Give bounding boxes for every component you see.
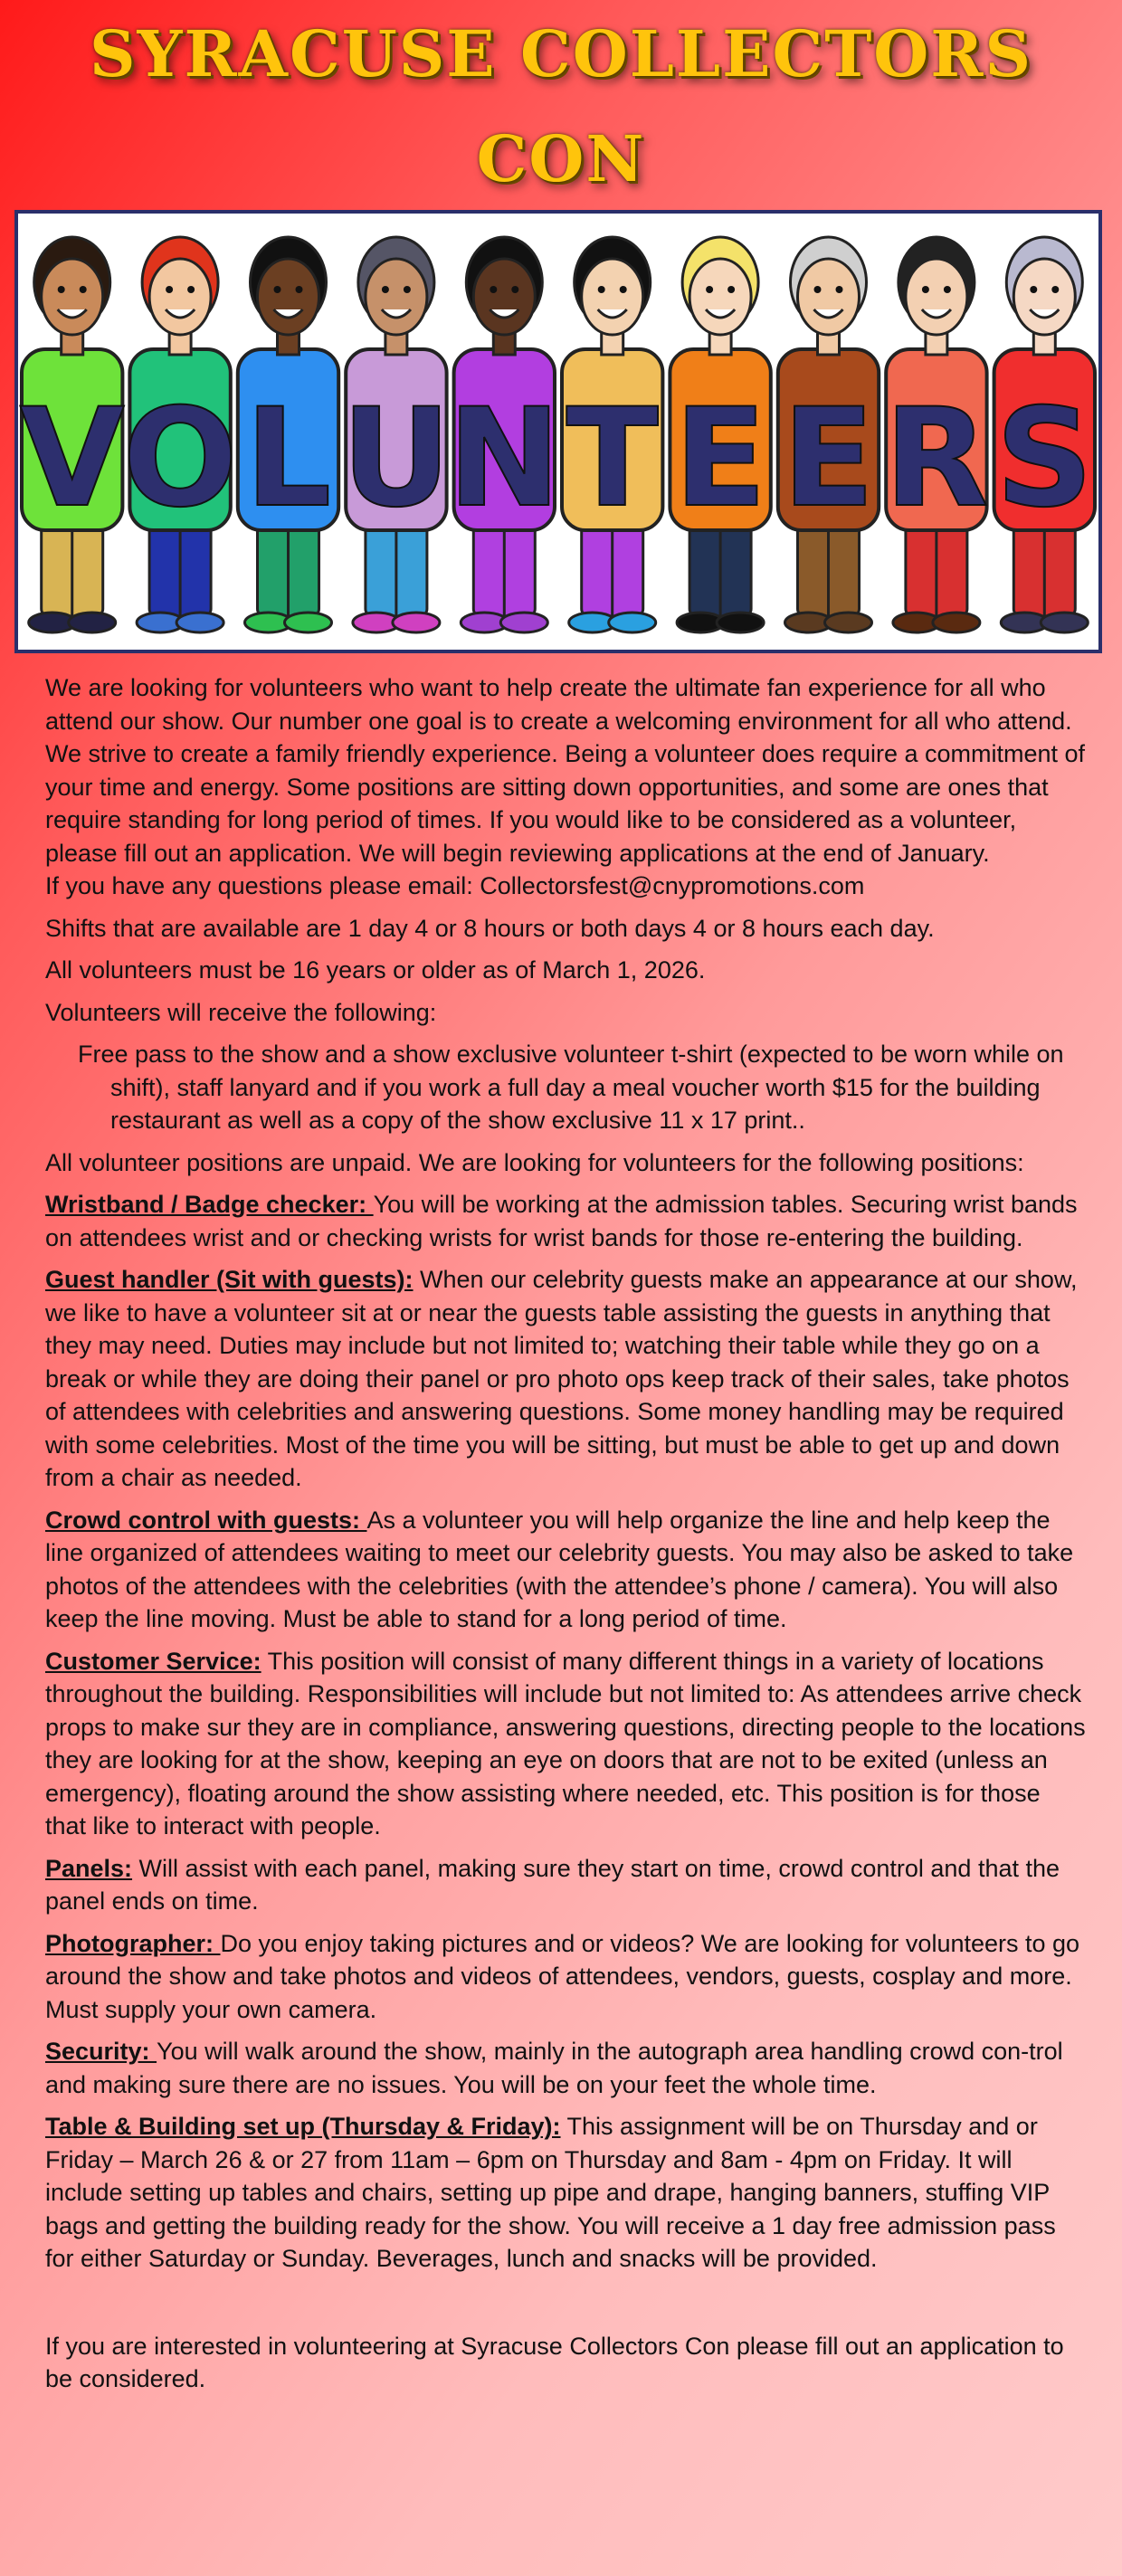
volunteer-head [366,259,427,335]
position-description: This position will consist of many different things in a variety of locations throughout the building. Responsibilities will include but not limited to: As attendees arrive check props to make sur they are in compliance, answering questions, directing people to the locations they are looking for at the show, keeping an eye on doors that are not to be exited (unless an emergency), floating around the show assisting where needed, etc. This position is for those that like to interact with people. [45,1647,1086,1839]
volunteer-eye [80,286,87,293]
position-photographer [45,1927,1086,2027]
volunteer-head [149,259,211,335]
volunteer-head [42,259,103,335]
position-description: You will walk around the show, mainly in the autograph area handling crowd con-trol and making sure there are no issues. You will be on your feet the whole time. [45,2038,1063,2098]
questions-line: If you have any questions please email: Collectorsfest@cnypromotions.com [45,872,865,899]
receive-benefits: Free pass to the show and a show exclusive volunteer t-shirt (expected to be worn while on shift), staff lanyard and if you work a full day a meal voucher worth $15 for the building restaurant as well as a copy of the show exclusive 11 x 17 print.. [78,1041,1064,1134]
shirt-letter: E [673,380,767,537]
volunteer-shoe [1041,613,1088,632]
volunteer-eye [814,286,822,293]
position-title: Security: [45,2038,157,2065]
volunteer-shoe [933,613,980,632]
position-wristband [45,1188,1086,1254]
shirt-letter: O [122,380,238,537]
shirt-letter: L [244,380,332,537]
position-description: This assignment will be on Thursday and or Friday – March 26 & or 27 from 11am – 6pm on Thursday and 8am - 4pm on Friday. It will include setting up tables and chairs, setting up pipe and drape, hanging banners, stuffing VIP bags and getting the building ready for the show. You will receive a 1 day free admission pass for either Saturday or Sunday. Beverages, lunch and snacks will be provided. [45,2113,1056,2272]
volunteer-eye [490,286,497,293]
volunteer-eye [836,286,843,293]
volunteer-head [582,259,643,335]
volunteer-shoe [69,613,116,632]
position-crowd-control [45,1504,1086,1636]
volunteer-eye [944,286,951,293]
intro-paragraph: We are looking for volunteers who want to help create the ultimate fan experience for all who attend our show. Our number one goal is to create a welcoming environment for all who attend. We strive to create a family friendly experience. Being a volunteer does require a commitment of your time and energy. Some positions are sitting down opportunities, and some are ones that require standing for long period of times. If you would like to be considered as a volunteer, please fill out an application. We will begin reviewing applications at the end of January. [45,674,1086,867]
shirt-letter: S [995,380,1094,537]
volunteer-shoe [825,613,872,632]
position-customer-service [45,1645,1086,1843]
position-title: Photographer: [45,1929,221,1957]
volunteer-eye [620,286,627,293]
volunteers-banner-illustration [14,210,1102,653]
volunteer-eye [598,286,605,293]
unpaid-notice: All volunteer positions are unpaid. We are looking for volunteers for the following positions: [45,1148,1024,1176]
volunteer-head [798,259,860,335]
shirt-letter: N [447,380,562,537]
volunteer-eye [706,286,713,293]
volunteer-eye [296,286,303,293]
position-title: Panels: [45,1854,133,1882]
volunteer-shoe [176,613,223,632]
position-setup [45,2110,1086,2276]
volunteer-eye [382,286,389,293]
volunteer-eye [727,286,735,293]
volunteer-head [1013,259,1075,335]
shirt-letter: U [340,380,452,537]
spacer [45,2285,1086,2330]
volunteer-eye [1051,286,1059,293]
volunteer-head [258,259,319,335]
position-description: As a volunteer you will help organize the line and help keep the line organized of attendees waiting to meet our celebrity guests. You may also be asked to take photos of the attendees with the celebrities (with the attendee’s phone / camera). You will also keep the line moving. Must be able to stand for a long period of time. [45,1506,1074,1632]
volunteer-shoe [717,613,764,632]
position-title: Customer Service: [45,1647,261,1675]
volunteer-shoe [285,613,332,632]
position-description: Will assist with each panel, making sure they start on time, crowd control and that the panel ends on time. [45,1854,1060,1915]
position-title: Guest handler (Sit with guests): [45,1266,414,1293]
position-panels [45,1852,1086,1918]
shirt-letter: E [782,380,875,537]
shifts-line: Shifts that are available are 1 day 4 or 8 hours or both days 4 or 8 hours each day. [45,914,935,942]
volunteer-head [473,259,535,335]
receive-heading: Volunteers will receive the following: [45,998,437,1026]
volunteer-eye [187,286,195,293]
shirt-letter: V [19,380,125,537]
position-description: You will be working at the admission tables. Securing wrist bands on attendees wrist and or checking wrists for wrist bands for those re-entering the building. [45,1191,1078,1251]
shirt-letter: T [566,380,659,537]
volunteers-cartoon [18,214,1098,650]
main-content [45,671,1086,2405]
position-description: When our celebrity guests make an appearance at our show, we like to have a volunteer sit at or near the guests table assisting the guests in anything that they may need. Duties may include but not limited to; watching their table while they go on a break or while they are doing their panel or pro photo ops keep track of their sales, take photos of attendees with celebrities and answering questions. Some money handling may be required with some celebrities. Most of the time you will be sitting, but must be able to get up and down from a chair as needed. [45,1266,1078,1491]
position-guest-handler [45,1263,1086,1495]
title-line-1: SYRACUSE COLLECTORS CON [89,16,1033,196]
shirt-letter: R [884,380,989,537]
volunteer-eye [166,286,173,293]
volunteer-eye [922,286,929,293]
volunteer-eye [274,286,281,293]
volunteer-head [689,259,751,335]
volunteer-shoe [393,613,440,632]
position-description: Do you enjoy taking pictures and or videos? We are looking for volunteers to go around the show and take photos and videos of attendees, vendors, guests, cosplay and more. Must supply your own camera. [45,1929,1080,2023]
position-security [45,2035,1086,2101]
age-requirement: All volunteers must be 16 years or older as of March 1, 2026. [45,956,706,984]
volunteer-eye [404,286,411,293]
position-title: Table & Building set up (Thursday & Friday): [45,2113,561,2140]
volunteer-shoe [500,613,547,632]
closing-paragraph: If you are interested in volunteering at Syracuse Collectors Con please fill out an application to be considered. [45,2332,1064,2392]
volunteer-eye [511,286,518,293]
position-title: Crowd control with guests: [45,1506,367,1534]
volunteer-eye [58,286,65,293]
volunteer-shoe [609,613,656,632]
volunteer-eye [1030,286,1037,293]
volunteer-head [906,259,967,335]
position-title: Wristband / Badge checker: [45,1191,374,1218]
